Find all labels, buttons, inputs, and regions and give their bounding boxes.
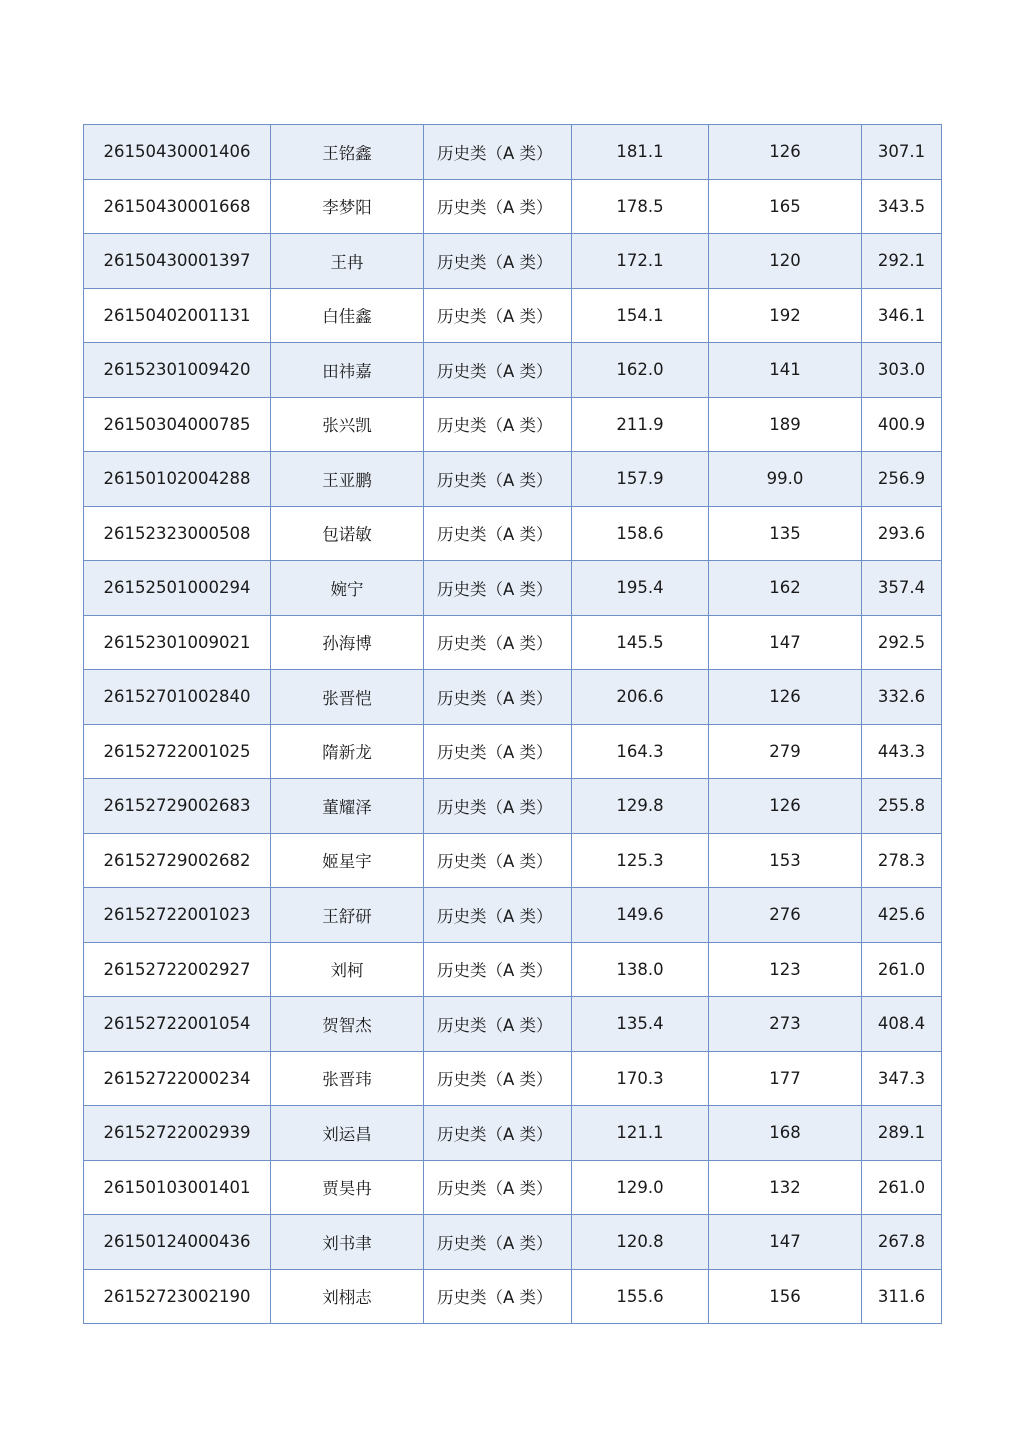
category-cell: 历史类（A 类） [424, 561, 572, 616]
candidate-name-cell: 婉宁 [271, 561, 424, 616]
candidate-id-cell: 26150430001397 [84, 234, 271, 289]
table-row [84, 452, 942, 507]
table-row [84, 724, 942, 779]
candidate-id-cell: 26152722001023 [84, 888, 271, 943]
candidate-name-cell: 刘书聿 [271, 1215, 424, 1270]
total-score-cell: 443.3 [862, 724, 942, 779]
total-score-cell: 292.1 [862, 234, 942, 289]
candidate-name-cell: 董耀泽 [271, 779, 424, 834]
score-1-cell: 162.0 [572, 343, 709, 398]
candidate-id-cell: 26150124000436 [84, 1215, 271, 1270]
score-1-cell: 125.3 [572, 833, 709, 888]
candidate-name-cell: 张晋玮 [271, 1051, 424, 1106]
score-1-cell: 145.5 [572, 615, 709, 670]
table-row [84, 234, 942, 289]
score-1-cell: 121.1 [572, 1106, 709, 1161]
score-2-cell: 123 [709, 942, 862, 997]
category-cell: 历史类（A 类） [424, 724, 572, 779]
table-row [84, 833, 942, 888]
score-1-cell: 129.0 [572, 1160, 709, 1215]
table-row [84, 1215, 942, 1270]
category-cell: 历史类（A 类） [424, 833, 572, 888]
candidate-name-cell: 张兴凯 [271, 397, 424, 452]
category-cell: 历史类（A 类） [424, 997, 572, 1052]
table-row [84, 179, 942, 234]
table-row [84, 1269, 942, 1324]
table-row [84, 888, 942, 943]
total-score-cell: 303.0 [862, 343, 942, 398]
score-table [83, 124, 942, 1324]
score-1-cell: 157.9 [572, 452, 709, 507]
score-2-cell: 135 [709, 506, 862, 561]
table-row [84, 1051, 942, 1106]
score-2-cell: 189 [709, 397, 862, 452]
candidate-id-cell: 26150402001131 [84, 288, 271, 343]
score-2-cell: 156 [709, 1269, 862, 1324]
total-score-cell: 261.0 [862, 1160, 942, 1215]
candidate-id-cell: 26152722002927 [84, 942, 271, 997]
score-1-cell: 158.6 [572, 506, 709, 561]
candidate-name-cell: 刘栩志 [271, 1269, 424, 1324]
candidate-id-cell: 26152729002683 [84, 779, 271, 834]
category-cell: 历史类（A 类） [424, 288, 572, 343]
total-score-cell: 347.3 [862, 1051, 942, 1106]
table-row [84, 397, 942, 452]
score-2-cell: 126 [709, 779, 862, 834]
score-table-body [84, 125, 942, 1324]
score-1-cell: 129.8 [572, 779, 709, 834]
category-cell: 历史类（A 类） [424, 779, 572, 834]
score-1-cell: 135.4 [572, 997, 709, 1052]
score-1-cell: 154.1 [572, 288, 709, 343]
total-score-cell: 292.5 [862, 615, 942, 670]
total-score-cell: 293.6 [862, 506, 942, 561]
total-score-cell: 425.6 [862, 888, 942, 943]
total-score-cell: 400.9 [862, 397, 942, 452]
total-score-cell: 261.0 [862, 942, 942, 997]
score-2-cell: 120 [709, 234, 862, 289]
candidate-id-cell: 26152722001054 [84, 997, 271, 1052]
candidate-id-cell: 26152729002682 [84, 833, 271, 888]
table-row [84, 670, 942, 725]
score-2-cell: 279 [709, 724, 862, 779]
candidate-name-cell: 贺智杰 [271, 997, 424, 1052]
table-row [84, 561, 942, 616]
score-1-cell: 195.4 [572, 561, 709, 616]
category-cell: 历史类（A 类） [424, 1051, 572, 1106]
candidate-id-cell: 26152501000294 [84, 561, 271, 616]
score-1-cell: 211.9 [572, 397, 709, 452]
category-cell: 历史类（A 类） [424, 1269, 572, 1324]
table-row [84, 288, 942, 343]
total-score-cell: 346.1 [862, 288, 942, 343]
candidate-name-cell: 贾昊冉 [271, 1160, 424, 1215]
candidate-name-cell: 李梦阳 [271, 179, 424, 234]
category-cell: 历史类（A 类） [424, 1106, 572, 1161]
candidate-name-cell: 刘运昌 [271, 1106, 424, 1161]
candidate-id-cell: 26152301009420 [84, 343, 271, 398]
category-cell: 历史类（A 类） [424, 942, 572, 997]
category-cell: 历史类（A 类） [424, 670, 572, 725]
candidate-name-cell: 白佳鑫 [271, 288, 424, 343]
category-cell: 历史类（A 类） [424, 234, 572, 289]
total-score-cell: 357.4 [862, 561, 942, 616]
score-2-cell: 162 [709, 561, 862, 616]
candidate-name-cell: 王铭鑫 [271, 125, 424, 180]
category-cell: 历史类（A 类） [424, 397, 572, 452]
score-2-cell: 132 [709, 1160, 862, 1215]
candidate-name-cell: 王冉 [271, 234, 424, 289]
score-2-cell: 177 [709, 1051, 862, 1106]
candidate-name-cell: 包诺敏 [271, 506, 424, 561]
candidate-id-cell: 26150103001401 [84, 1160, 271, 1215]
category-cell: 历史类（A 类） [424, 506, 572, 561]
table-row [84, 779, 942, 834]
candidate-name-cell: 王舒研 [271, 888, 424, 943]
candidate-name-cell: 姬星宇 [271, 833, 424, 888]
category-cell: 历史类（A 类） [424, 615, 572, 670]
candidate-id-cell: 26152722000234 [84, 1051, 271, 1106]
score-1-cell: 164.3 [572, 724, 709, 779]
score-1-cell: 172.1 [572, 234, 709, 289]
category-cell: 历史类（A 类） [424, 1160, 572, 1215]
table-row [84, 1106, 942, 1161]
score-2-cell: 192 [709, 288, 862, 343]
score-1-cell: 120.8 [572, 1215, 709, 1270]
score-2-cell: 276 [709, 888, 862, 943]
score-1-cell: 206.6 [572, 670, 709, 725]
score-2-cell: 273 [709, 997, 862, 1052]
table-row [84, 997, 942, 1052]
candidate-name-cell: 张晋恺 [271, 670, 424, 725]
table-row [84, 506, 942, 561]
score-1-cell: 178.5 [572, 179, 709, 234]
total-score-cell: 267.8 [862, 1215, 942, 1270]
candidate-id-cell: 26152701002840 [84, 670, 271, 725]
category-cell: 历史类（A 类） [424, 1215, 572, 1270]
score-1-cell: 181.1 [572, 125, 709, 180]
category-cell: 历史类（A 类） [424, 179, 572, 234]
category-cell: 历史类（A 类） [424, 452, 572, 507]
score-2-cell: 126 [709, 670, 862, 725]
total-score-cell: 278.3 [862, 833, 942, 888]
candidate-id-cell: 26150430001668 [84, 179, 271, 234]
candidate-id-cell: 26152301009021 [84, 615, 271, 670]
total-score-cell: 256.9 [862, 452, 942, 507]
candidate-name-cell: 孙海博 [271, 615, 424, 670]
score-1-cell: 155.6 [572, 1269, 709, 1324]
score-2-cell: 153 [709, 833, 862, 888]
total-score-cell: 332.6 [862, 670, 942, 725]
table-row [84, 1160, 942, 1215]
total-score-cell: 307.1 [862, 125, 942, 180]
score-2-cell: 147 [709, 615, 862, 670]
score-2-cell: 147 [709, 1215, 862, 1270]
score-2-cell: 168 [709, 1106, 862, 1161]
total-score-cell: 408.4 [862, 997, 942, 1052]
candidate-id-cell: 26150304000785 [84, 397, 271, 452]
score-2-cell: 141 [709, 343, 862, 398]
candidate-name-cell: 王亚鹏 [271, 452, 424, 507]
table-row [84, 125, 942, 180]
category-cell: 历史类（A 类） [424, 125, 572, 180]
score-1-cell: 138.0 [572, 942, 709, 997]
score-1-cell: 149.6 [572, 888, 709, 943]
total-score-cell: 289.1 [862, 1106, 942, 1161]
total-score-cell: 311.6 [862, 1269, 942, 1324]
category-cell: 历史类（A 类） [424, 888, 572, 943]
table-row [84, 615, 942, 670]
score-2-cell: 126 [709, 125, 862, 180]
candidate-id-cell: 26152723002190 [84, 1269, 271, 1324]
score-2-cell: 165 [709, 179, 862, 234]
candidate-name-cell: 隋新龙 [271, 724, 424, 779]
table-row [84, 343, 942, 398]
candidate-id-cell: 26150430001406 [84, 125, 271, 180]
candidate-id-cell: 26152722001025 [84, 724, 271, 779]
total-score-cell: 255.8 [862, 779, 942, 834]
candidate-id-cell: 26152722002939 [84, 1106, 271, 1161]
score-2-cell: 99.0 [709, 452, 862, 507]
score-1-cell: 170.3 [572, 1051, 709, 1106]
category-cell: 历史类（A 类） [424, 343, 572, 398]
candidate-name-cell: 刘柯 [271, 942, 424, 997]
candidate-name-cell: 田祎嘉 [271, 343, 424, 398]
candidate-id-cell: 26152323000508 [84, 506, 271, 561]
total-score-cell: 343.5 [862, 179, 942, 234]
candidate-id-cell: 26150102004288 [84, 452, 271, 507]
table-row [84, 942, 942, 997]
